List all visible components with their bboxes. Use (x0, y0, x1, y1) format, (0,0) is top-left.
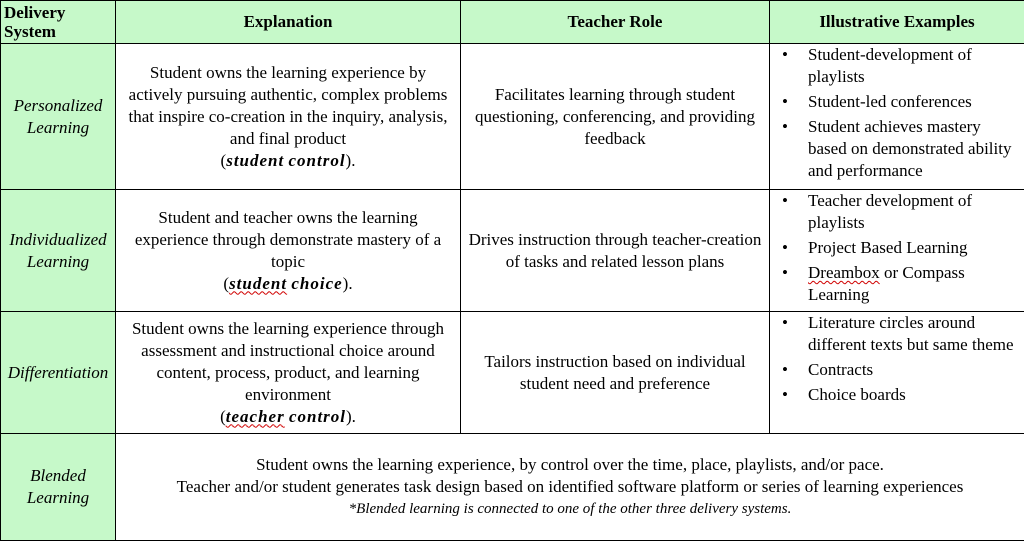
explanation-text: Student and teacher owns the learning experience through demonstrate mastery of a topic (134, 207, 442, 271)
explanation-individualized-learning (116, 190, 461, 312)
examples-list (778, 190, 1020, 306)
control-word-1: student (229, 273, 288, 293)
list-item: • Teacher development of playlists (778, 190, 1020, 234)
header-row (1, 1, 1024, 44)
list-item: • Literature circles around different texts but same theme (778, 312, 1020, 356)
control-word-1: student (226, 150, 285, 170)
role-personalized-learning: Facilitates learning through student questioning, conferencing, and providing feedback (461, 44, 770, 190)
list-item: • Choice boards (778, 384, 1020, 406)
role-individualized-learning: Drives instruction through teacher-creation of tasks and related lesson plans (461, 190, 770, 312)
examples-list (778, 312, 1020, 406)
blended-line-2: Teacher and/or student generates task design based on identified software platform or series of learning experiences (176, 477, 964, 496)
system-blended-learning: Blended Learning (1, 434, 116, 541)
spellcheck-word: Dreambox (808, 263, 880, 282)
explanation-text: Student owns the learning experience through assessment and instructional choice around content, process, product, and learning environment (131, 318, 445, 404)
header-delivery-system: Delivery System (1, 1, 116, 44)
list-item: • Student-led conferences (778, 91, 1020, 113)
control-close: ). (346, 406, 356, 426)
explanation-text: Student owns the learning experience by actively pursuing authentic, complex problems that inspire co-creation in the inquiry, analysis, and final product (128, 62, 448, 148)
list-item (778, 262, 1020, 306)
control-open: ( (220, 150, 227, 170)
system-differentiation: Differentiation (1, 312, 116, 434)
header-explanation: Explanation (116, 1, 461, 44)
header-illustrative-examples: Illustrative Examples (770, 1, 1024, 44)
role-differentiation: Tailors instruction based on individual student need and preference (461, 312, 770, 434)
row-differentiation (1, 312, 1024, 434)
header-teacher-role: Teacher Role (461, 1, 770, 44)
control-close: ). (342, 273, 353, 293)
control-word-1: teacher (225, 406, 285, 426)
list-item: • Project Based Learning (778, 237, 1020, 259)
control-word-2: choice (291, 273, 343, 293)
control-open: ( (223, 273, 230, 293)
examples-personalized-learning (770, 44, 1024, 190)
explanation-personalized-learning (116, 44, 461, 190)
blended-line-1: Student owns the learning experience, by control over the time, place, playlists, and/or pace. (256, 455, 884, 474)
list-item-rest: or Compass Learning (808, 263, 965, 304)
control-close: ). (345, 150, 356, 170)
examples-list (778, 44, 1020, 182)
control-word-2: control (288, 150, 346, 170)
blended-note: *Blended learning is connected to one of the other three delivery systems. (348, 501, 792, 517)
list-item: • Student-development of playlists (778, 44, 1020, 88)
list-item: • Student achieves mastery based on demonstrated ability and performance (778, 116, 1020, 182)
row-blended-learning (1, 434, 1024, 541)
system-personalized-learning: Personalized Learning (1, 44, 116, 190)
system-individualized-learning: Individualized Learning (1, 190, 116, 312)
blended-description (116, 434, 1024, 541)
list-item: • Contracts (778, 359, 1020, 381)
examples-differentiation (770, 312, 1024, 434)
control-open: ( (220, 406, 226, 426)
explanation-differentiation (116, 312, 461, 434)
control-word-2: control (288, 406, 346, 426)
row-personalized-learning (1, 44, 1024, 190)
examples-individualized-learning (770, 190, 1024, 312)
row-individualized-learning (1, 190, 1024, 312)
